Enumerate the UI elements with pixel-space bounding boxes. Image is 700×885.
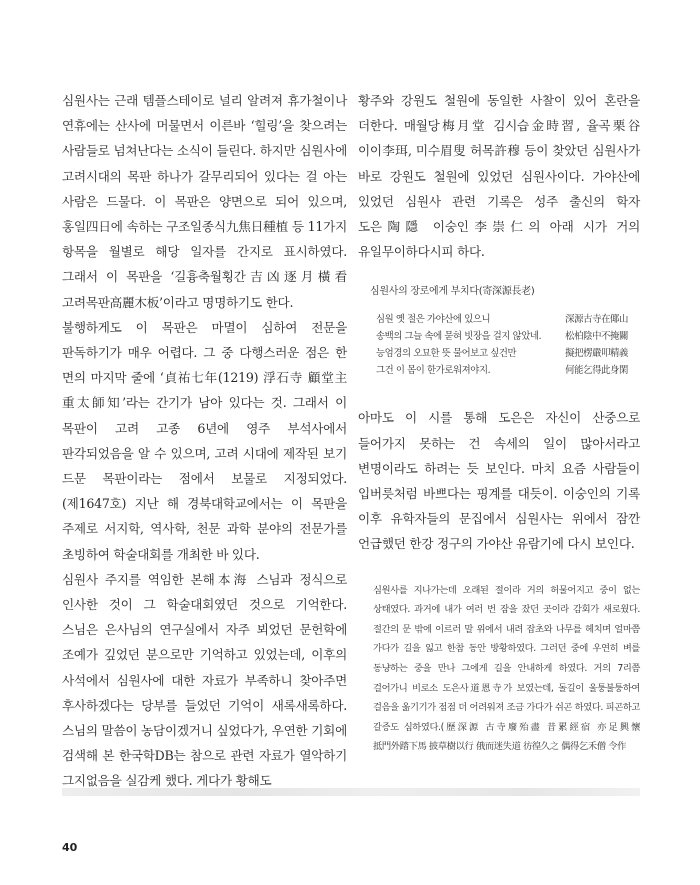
poem-line-hanja: 深源古寺在倻山 bbox=[565, 314, 628, 326]
poem-line-korean: 능엄경의 오묘한 뜻 물어보고 싶건만 bbox=[376, 348, 517, 360]
right-column bbox=[358, 88, 640, 757]
poem-line bbox=[370, 328, 640, 345]
poem-title: 심원사의 장로에게 부치다(寄深源長老) bbox=[370, 286, 535, 298]
poem-line-korean: 그건 이 몸이 한가로워져야지. bbox=[376, 365, 491, 377]
page-number: 40 bbox=[62, 841, 78, 854]
poem-line-hanja: 松柏陰中不掩關 bbox=[565, 331, 628, 343]
body-paragraph: 황주와 강원도 철원에 동일한 사찰이 있어 혼란을 더한다. 매월당梅月堂 김시습金時習, 율곡栗谷 이이李珥, 미수眉叟 허목許穆 등이 찾았던 심원사가 바로 강원도 철원에 있었던 심원사이다. 가야산에 있었던 심원사 관련 기록은 성주 출신의 학자 도은陶隱 이숭인李崇仁의 아래 시가 거의 유일무이하다시피 하다. bbox=[358, 93, 640, 260]
poem-line-korean: 송백의 그늘 속에 묻혀 빗장을 걸지 않았네. bbox=[376, 331, 542, 343]
poem-line-hanja: 擬把楞嚴叩精義 bbox=[565, 348, 628, 360]
poem-line bbox=[370, 311, 640, 328]
body-paragraph: 불행하게도 이 목판은 마멸이 심하여 전문을 판독하기가 매우 어렵다. 그 중 다행스러운 점은 한 면의 마지막 줄에 ‘貞祐七年(1219) 浮石寺 顧堂主 重太師知’라는 간기가 남아 있다는 것. 그래서 이 목판이 고려 고종 6년에 영주 부석사에서 판각되었음을 알 수 있으며, 고려 시대에 제작된 보기 드문 목판이라는 점에서 보물로 지정되었다.(제1647호) 지난 해 경북대학교에서는 이 목판을 주제로 서지학, 역사학, 천문 과학 분야의 전문가를 초빙하여 학술대회를 개최한 바 있다. bbox=[62, 319, 347, 562]
poem-line bbox=[370, 345, 640, 362]
body-paragraph: 심원사 주지를 역임한 본해本海 스님과 정식으로 인사한 것이 그 학술대회였던 것으로 기억한다. 스님은 은사님의 연구실에서 자주 뵈었던 문헌학에 조예가 깊었던 분으로만 기억하고 있었는데, 이후의 사석에서 심원사에 대한 자료가 부족하니 찾아주면 후사하겠다는 당부를 들었던 기억이 새록새록하다. 스님의 말씀이 농담이겠거니 싶었다가, 우연한 기회에 검색해 본 한국학DB는 참으로 관련 자료가 열악하기 그지없음을 실감케 했다. 게다가 황해도 bbox=[62, 571, 347, 789]
poem-line-korean: 심원 옛 절은 가야산에 있으니 bbox=[376, 314, 491, 326]
body-paragraph: 아마도 이 시를 통해 도은은 자신이 산중으로 들어가지 못하는 건 속세의 일이 많아서라고 변명이라도 하려는 듯 보인다. 마치 요즘 사람들이 입버릇처럼 바쁘다는 핑계를 대듯이. 이숭인의 기록 이후 유학자들의 문집에서 심원사는 위에서 잠깐 언급했던 한강 정구의 가야산 유람기에 다시 보인다. bbox=[358, 410, 640, 552]
poem-block bbox=[358, 282, 640, 379]
body-paragraph: 심원사는 근래 템플스테이로 널리 알려져 휴가철이나 연휴에는 산사에 머물면서 이른바 ‘힐링’을 찾으려는 사람들로 넘쳐난다는 소식이 들린다. 하지만 심원사에 고려시대의 목판 하나가 갈무리되어 있다는 걸 아는 사람은 드물다. 이 목판은 양면으로 되어 있으며, 홍일四日에 속하는 구조일종식九焦日種植 등 11가지 항목을 월별로 해당 일자를 간지로 표시하였다. 그래서 이 목판을 ‘길흉축월횡간吉凶逐月橫看 고려목판高麗木板’이라고 명명하기도 한다. bbox=[62, 93, 347, 310]
quotation-block: 심원사를 지나가는데 오래된 절이라 거의 허물어지고 중이 없는 상태였다. 과거에 내가 여러 번 잠을 잤던 곳이라 감회가 새로웠다. 절간의 문 밖에 이르러 말 위에서 내려 잡초와 나무를 헤치며 얼마쯤 가다가 길을 잃고 한참 동안 방황하였다. 그러던 중에 우연히 벼를 동냥하는 중을 만나 그에게 길을 안내하게 하였다. 거의 7리쯤 걸어가니 비로소 도은사道恩寺가 보였는데, 돌길이 울퉁불퉁하여 걸음을 옮기기가 점점 더 어려워져 조금 가다가 쉬곤 하였다. 피곤하고 갈증도 심하였다.(歷深源 古寺廢殆盡 昔累經宿 亦足興懷 抵門外踏下馬 披草樹以行 俄而迷失道 彷徨久之 偶得乞禾僧 令作 bbox=[373, 584, 640, 753]
poem-line bbox=[370, 362, 640, 379]
left-column bbox=[62, 88, 347, 794]
decorative-band bbox=[62, 788, 640, 796]
poem-line-hanja: 何能乞得此身閑 bbox=[565, 365, 628, 377]
